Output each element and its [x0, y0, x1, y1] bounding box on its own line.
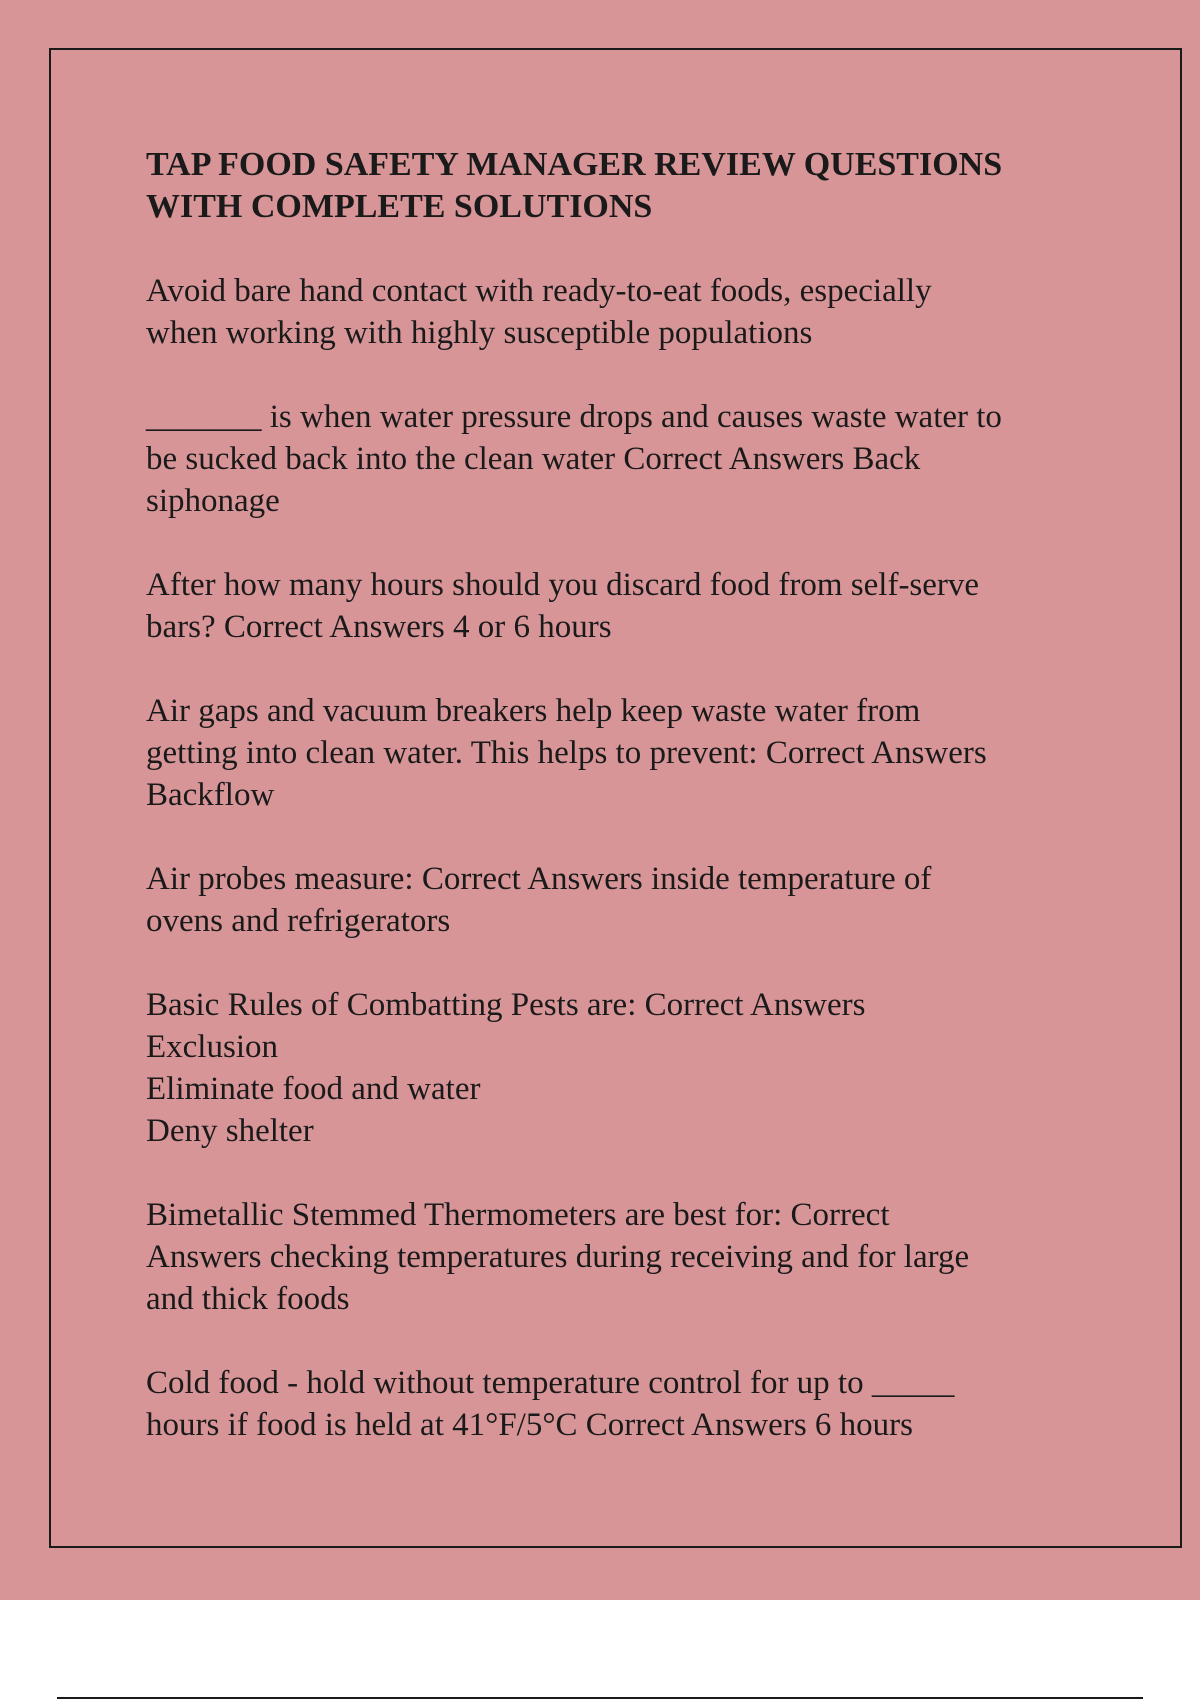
qa-line: Bimetallic Stemmed Thermometers are best for: Correct [146, 1197, 890, 1233]
qa-line: Basic Rules of Combatting Pests are: Correct Answers [146, 987, 866, 1023]
document-title [146, 144, 1096, 228]
qa-line: Cold food - hold without temperature control for up to _____ [146, 1365, 955, 1401]
qa-item [146, 690, 1096, 816]
qa-line: and thick foods [146, 1281, 350, 1317]
qa-item [146, 858, 1096, 942]
qa-line: siphonage [146, 483, 280, 519]
qa-line: Answers checking temperatures during receiving and for large [146, 1239, 970, 1275]
qa-line: ovens and refrigerators [146, 903, 451, 939]
title-line: WITH COMPLETE SOLUTIONS [146, 188, 653, 225]
qa-line: _______ is when water pressure drops and causes waste water to [146, 399, 1002, 435]
qa-line: Exclusion [146, 1029, 278, 1065]
qa-line: Eliminate food and water [146, 1071, 481, 1107]
qa-item [146, 1194, 1096, 1320]
qa-line: Air probes measure: Correct Answers inside temperature of [146, 861, 932, 897]
qa-line: Avoid bare hand contact with ready-to-eat foods, especially [146, 273, 932, 309]
qa-item [146, 1362, 1096, 1446]
qa-line: when working with highly susceptible populations [146, 315, 813, 351]
footer-rule [57, 1697, 1143, 1699]
title-line: TAP FOOD SAFETY MANAGER REVIEW QUESTIONS [146, 146, 1003, 183]
qa-line: Deny shelter [146, 1113, 314, 1149]
qa-item [146, 984, 1096, 1152]
qa-line: Backflow [146, 777, 275, 813]
qa-line: be sucked back into the clean water Correct Answers Back [146, 441, 921, 477]
qa-item [146, 270, 1096, 354]
qa-line: bars? Correct Answers 4 or 6 hours [146, 609, 612, 645]
qa-line: Air gaps and vacuum breakers help keep waste water from [146, 693, 921, 729]
document-body [146, 144, 1096, 1488]
qa-line: After how many hours should you discard food from self-serve [146, 567, 980, 603]
qa-item [146, 396, 1096, 522]
qa-line: hours if food is held at 41°F/5°C Correct Answers 6 hours [146, 1407, 913, 1443]
qa-line: getting into clean water. This helps to prevent: Correct Answers [146, 735, 987, 771]
qa-item [146, 564, 1096, 648]
